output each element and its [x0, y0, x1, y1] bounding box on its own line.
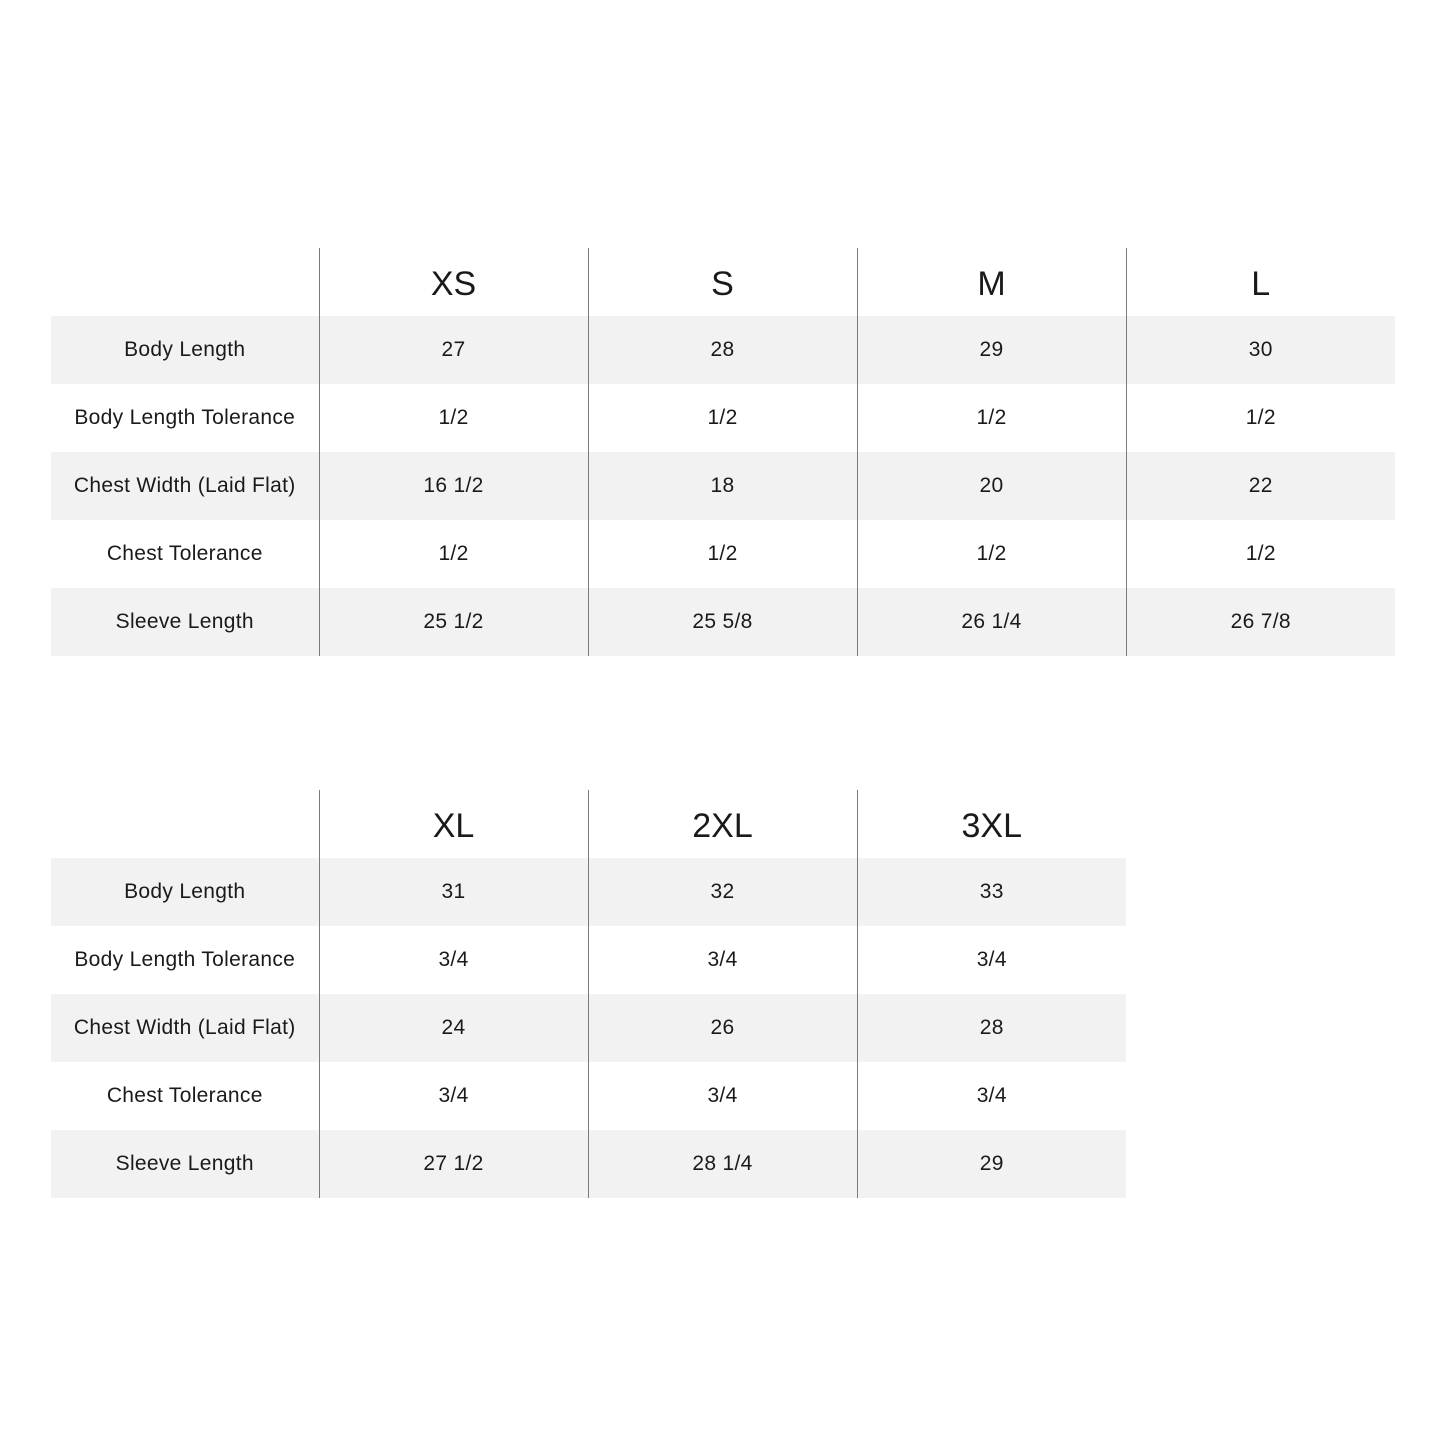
measurement-cell: 29: [857, 316, 1126, 384]
measurement-cell: 26: [588, 994, 857, 1062]
row-label: Body Length Tolerance: [74, 948, 296, 971]
size-header-xl: XL: [319, 790, 588, 858]
measurement-cell: 31: [319, 858, 588, 926]
measurement-cell: 1/2: [319, 520, 588, 588]
measurement-cell: 3/4: [857, 1062, 1126, 1130]
table-row-body-length-tolerance: [51, 926, 1126, 994]
size-header-row: [51, 248, 1395, 316]
measurement-cell: 30: [1126, 316, 1395, 384]
measurement-cell: 20: [857, 452, 1126, 520]
measurement-cell: 25 1/2: [319, 588, 588, 656]
measurement-cell: 1/2: [319, 384, 588, 452]
size-chart-table-1: [51, 248, 1395, 656]
size-header-l: L: [1126, 248, 1395, 316]
row-label: Sleeve Length: [51, 1130, 319, 1198]
measurement-cell: 26 1/4: [857, 588, 1126, 656]
row-label: Chest Width (Laid Flat): [51, 994, 319, 1062]
measurement-cell: 3/4: [319, 926, 588, 994]
table-row-chest-tolerance: [51, 520, 1395, 588]
measurement-cell: 3/4: [319, 1062, 588, 1130]
measurement-cell: 28 1/4: [588, 1130, 857, 1198]
table-row-chest-tolerance: [51, 1062, 1126, 1130]
measurement-cell: 3/4: [588, 926, 857, 994]
measurement-cell: 28: [857, 994, 1126, 1062]
measurement-cell: 3/4: [857, 926, 1126, 994]
size-header-m: M: [857, 248, 1126, 316]
measurement-cell: 24: [319, 994, 588, 1062]
header-empty-cell: [51, 790, 319, 858]
row-label: Body Length: [51, 316, 319, 384]
measurement-cell: 1/2: [857, 520, 1126, 588]
table-row-chest-width: [51, 452, 1395, 520]
measurement-cell: 1/2: [857, 384, 1126, 452]
size-chart-table-2: [51, 790, 1126, 1198]
size-header-s: S: [588, 248, 857, 316]
measurement-cell: 16 1/2: [319, 452, 588, 520]
size-header-2xl: 2XL: [588, 790, 857, 858]
measurement-cell: 25 5/8: [588, 588, 857, 656]
table-row-chest-width: [51, 994, 1126, 1062]
measurement-cell: 27 1/2: [319, 1130, 588, 1198]
measurement-cell: 32: [588, 858, 857, 926]
measurement-cell: 18: [588, 452, 857, 520]
measurement-cell: 22: [1126, 452, 1395, 520]
size-header-row: [51, 790, 1126, 858]
row-label: Chest Width (Laid Flat): [51, 452, 319, 520]
measurement-cell: 1/2: [588, 384, 857, 452]
table-row-body-length: [51, 858, 1126, 926]
row-label: Body Length: [51, 858, 319, 926]
row-label: Sleeve Length: [51, 588, 319, 656]
table-row-body-length: [51, 316, 1395, 384]
measurement-cell: 1/2: [1126, 520, 1395, 588]
measurement-cell: 3/4: [588, 1062, 857, 1130]
row-label: Chest Tolerance: [106, 542, 263, 565]
size-header-xs: XS: [319, 248, 588, 316]
measurement-cell: 1/2: [1126, 384, 1395, 452]
table-row-sleeve-length: [51, 1130, 1126, 1198]
measurement-cell: 1/2: [588, 520, 857, 588]
measurement-cell: 28: [588, 316, 857, 384]
header-empty-cell: [51, 248, 319, 316]
size-header-3xl: 3XL: [857, 790, 1126, 858]
measurement-cell: 33: [857, 858, 1126, 926]
row-label: Body Length Tolerance: [74, 406, 296, 429]
table-row-body-length-tolerance: [51, 384, 1395, 452]
measurement-cell: 29: [857, 1130, 1126, 1198]
table-row-sleeve-length: [51, 588, 1395, 656]
row-label: Chest Tolerance: [106, 1084, 263, 1107]
measurement-cell: 26 7/8: [1126, 588, 1395, 656]
measurement-cell: 27: [319, 316, 588, 384]
